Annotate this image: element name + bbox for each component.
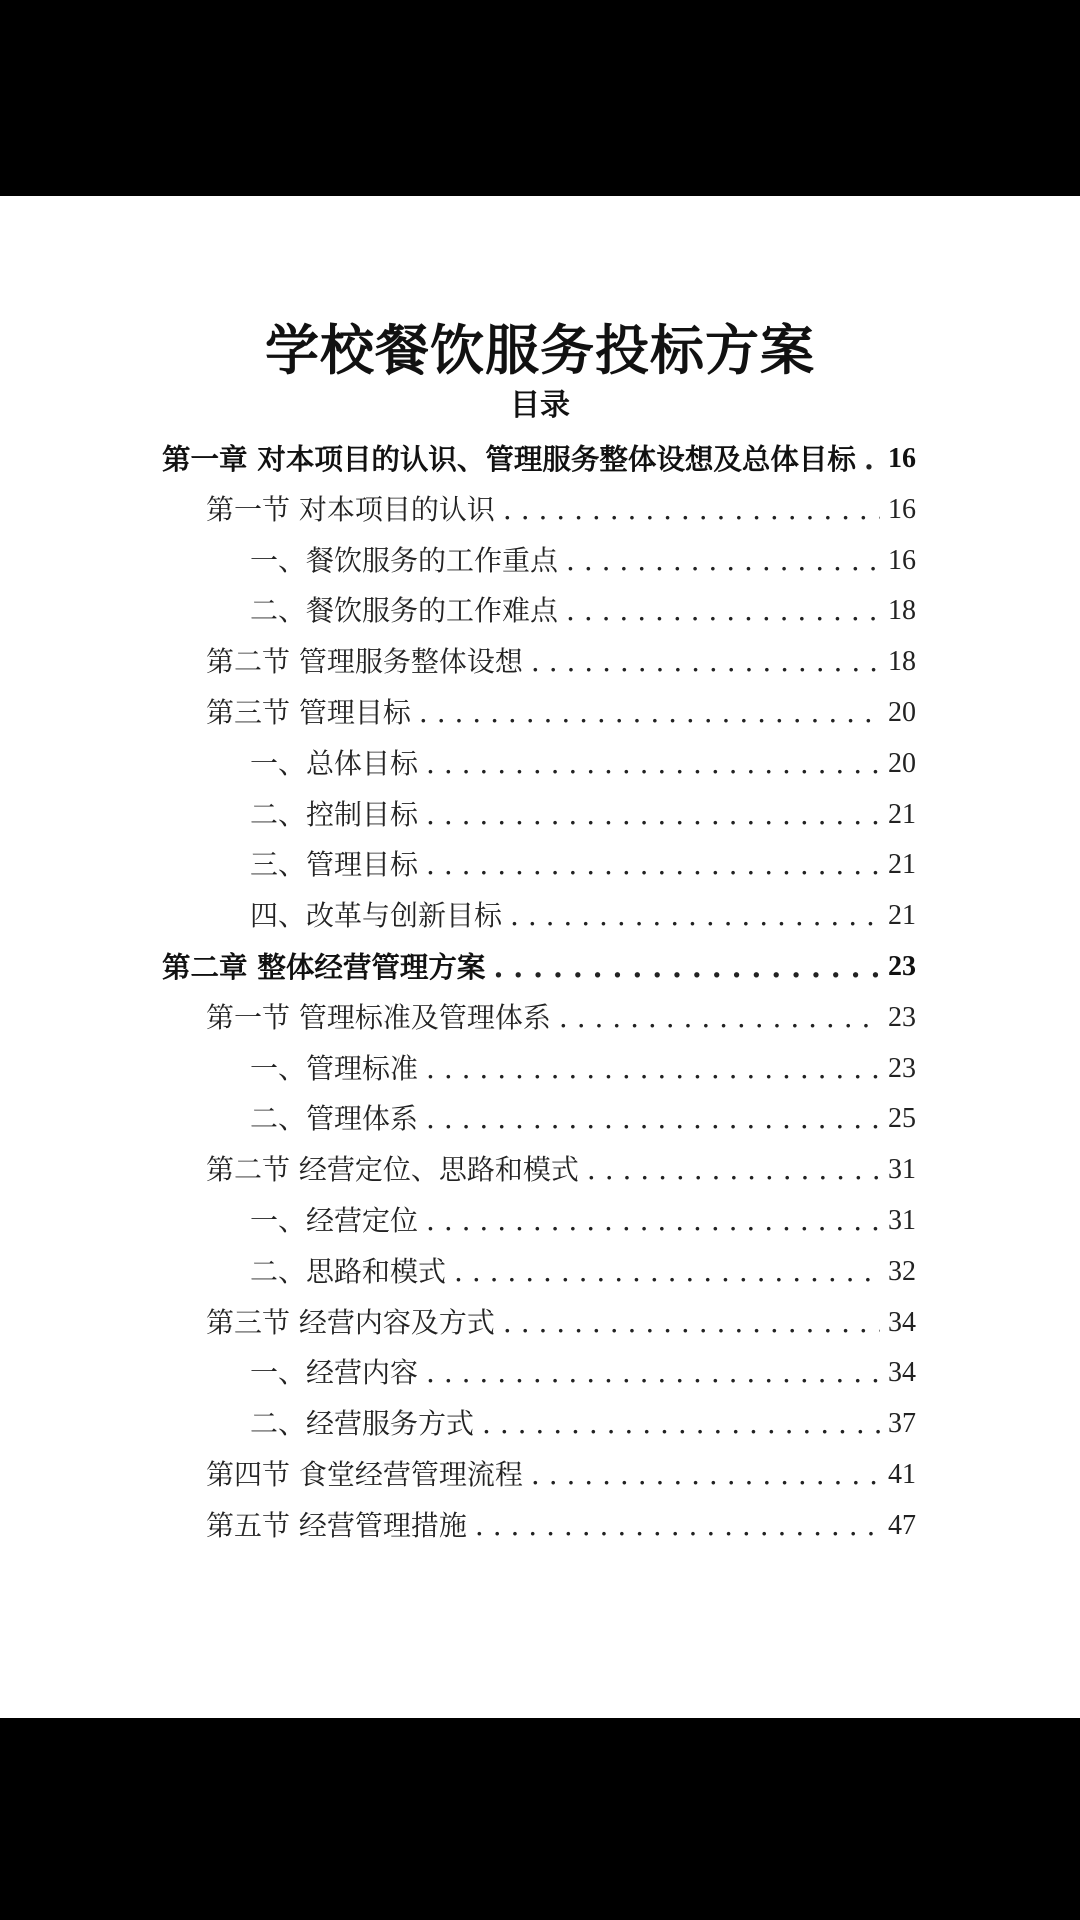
toc-dot-leader (510, 891, 880, 941)
toc-subsection-entry[interactable] (250, 1399, 916, 1449)
toc-subsection-entry[interactable] (250, 840, 916, 890)
toc-page-number: 34 (888, 1357, 916, 1389)
toc-subsection-entry[interactable] (250, 891, 916, 941)
toc-dot-leader (475, 1501, 880, 1551)
toc-dot-leader (426, 840, 880, 890)
toc-heading: 目录 (510, 388, 570, 423)
toc-page-number: 16 (888, 443, 916, 474)
toc-dot-leader (531, 1450, 880, 1500)
toc-page-number: 41 (888, 1459, 916, 1490)
toc-dot-leader (587, 1145, 880, 1195)
toc-entry-label: 一、经营内容 (250, 1356, 419, 1390)
toc-page-number: 18 (888, 595, 916, 627)
toc-entry-label: 第一章 对本项目的认识、管理服务整体设想及总体目标 (162, 442, 856, 476)
toc-entry-label: 二、经营服务方式 (250, 1407, 475, 1441)
toc-subsection-entry[interactable] (250, 586, 916, 636)
toc-page-number: 21 (888, 798, 916, 830)
toc-entry-label: 第四节 食堂经营管理流程 (206, 1458, 523, 1491)
toc-entry-label: 一、管理标准 (250, 1051, 419, 1085)
toc-dot-leader (426, 790, 880, 840)
toc-dot-leader (566, 536, 880, 586)
toc-page-number: 16 (888, 493, 916, 525)
toc-page-number: 47 (888, 1509, 916, 1541)
toc-dot-leader (426, 1348, 880, 1398)
toc-dot-leader (493, 942, 880, 992)
toc-section-entry[interactable] (206, 637, 916, 687)
toc-entry-label: 四、改革与创新目标 (250, 899, 503, 933)
toc-page-number: 31 (888, 1205, 916, 1236)
toc-section-entry[interactable] (206, 993, 916, 1043)
toc-dot-leader (482, 1399, 880, 1449)
toc-dot-leader (559, 993, 880, 1043)
toc-page-number: 23 (888, 1001, 916, 1033)
toc-entry-label: 第三节 经营内容及方式 (206, 1305, 495, 1339)
toc-entry-label: 第五节 经营管理措施 (206, 1508, 467, 1542)
toc-dot-leader (454, 1247, 880, 1297)
toc-dot-leader (864, 434, 880, 484)
toc-entry-label: 一、餐饮服务的工作重点 (250, 543, 559, 577)
toc-subsection-entry[interactable] (250, 1094, 916, 1144)
toc-section-entry[interactable] (206, 1450, 916, 1500)
toc-entry-label: 二、控制目标 (250, 797, 419, 831)
toc-dot-leader (426, 739, 880, 789)
toc-page-number: 20 (888, 697, 916, 728)
toc-page-number: 23 (888, 1052, 916, 1084)
toc-entry-label: 二、管理体系 (250, 1102, 419, 1136)
toc-subsection-entry[interactable] (250, 739, 916, 789)
toc-page-number: 32 (888, 1255, 916, 1287)
toc-dot-leader (503, 485, 880, 535)
toc-subsection-entry[interactable] (250, 1247, 916, 1297)
toc-section-entry[interactable] (206, 688, 916, 738)
toc-entry-label: 第一节 对本项目的认识 (206, 492, 495, 526)
toc-subsection-entry[interactable] (250, 1044, 916, 1094)
toc-chapter-entry[interactable] (162, 942, 916, 992)
toc-page-number: 18 (888, 646, 916, 678)
toc-page-number: 37 (888, 1408, 916, 1440)
toc-entry-label: 三、管理目标 (250, 848, 419, 882)
toc-dot-leader (531, 637, 880, 687)
toc-subsection-entry[interactable] (250, 790, 916, 840)
toc-subsection-entry[interactable] (250, 1196, 916, 1246)
toc-page-number: 16 (888, 544, 916, 576)
toc-entry-label: 第三节 管理目标 (206, 696, 411, 729)
toc-page-number: 23 (888, 951, 916, 982)
toc-section-entry[interactable] (206, 1145, 916, 1195)
toc-page-number: 31 (888, 1154, 916, 1186)
toc-subsection-entry[interactable] (250, 1348, 916, 1398)
document-title: 学校餐饮服务投标方案 (265, 318, 815, 382)
toc-page-number: 20 (888, 747, 916, 779)
toc-entry-label: 一、经营定位 (250, 1204, 419, 1237)
toc-section-entry[interactable] (206, 1298, 916, 1348)
toc-section-entry[interactable] (206, 485, 916, 535)
toc-entry-label: 第一节 管理标准及管理体系 (206, 1000, 551, 1034)
toc-subsection-entry[interactable] (250, 536, 916, 586)
toc-section-entry[interactable] (206, 1501, 916, 1551)
toc-entry-label: 第二章 整体经营管理方案 (162, 950, 486, 984)
toc-entry-label: 二、餐饮服务的工作难点 (250, 594, 559, 628)
toc-dot-leader (426, 1196, 880, 1246)
toc-page-number: 25 (888, 1103, 916, 1135)
toc-entry-label: 二、思路和模式 (250, 1254, 447, 1288)
toc-page-number: 21 (888, 849, 916, 881)
toc-dot-leader (419, 688, 880, 738)
toc-dot-leader (503, 1298, 880, 1348)
toc-dot-leader (426, 1044, 880, 1094)
toc-page-number: 34 (888, 1306, 916, 1338)
toc-entry-label: 第二节 管理服务整体设想 (206, 645, 523, 679)
toc-dot-leader (566, 586, 880, 636)
toc-entry-label: 一、总体目标 (250, 746, 419, 780)
toc-dot-leader (426, 1094, 880, 1144)
toc-chapter-entry[interactable] (162, 434, 916, 484)
toc-page-number: 21 (888, 900, 916, 932)
toc-entry-label: 第二节 经营定位、思路和模式 (206, 1153, 579, 1187)
